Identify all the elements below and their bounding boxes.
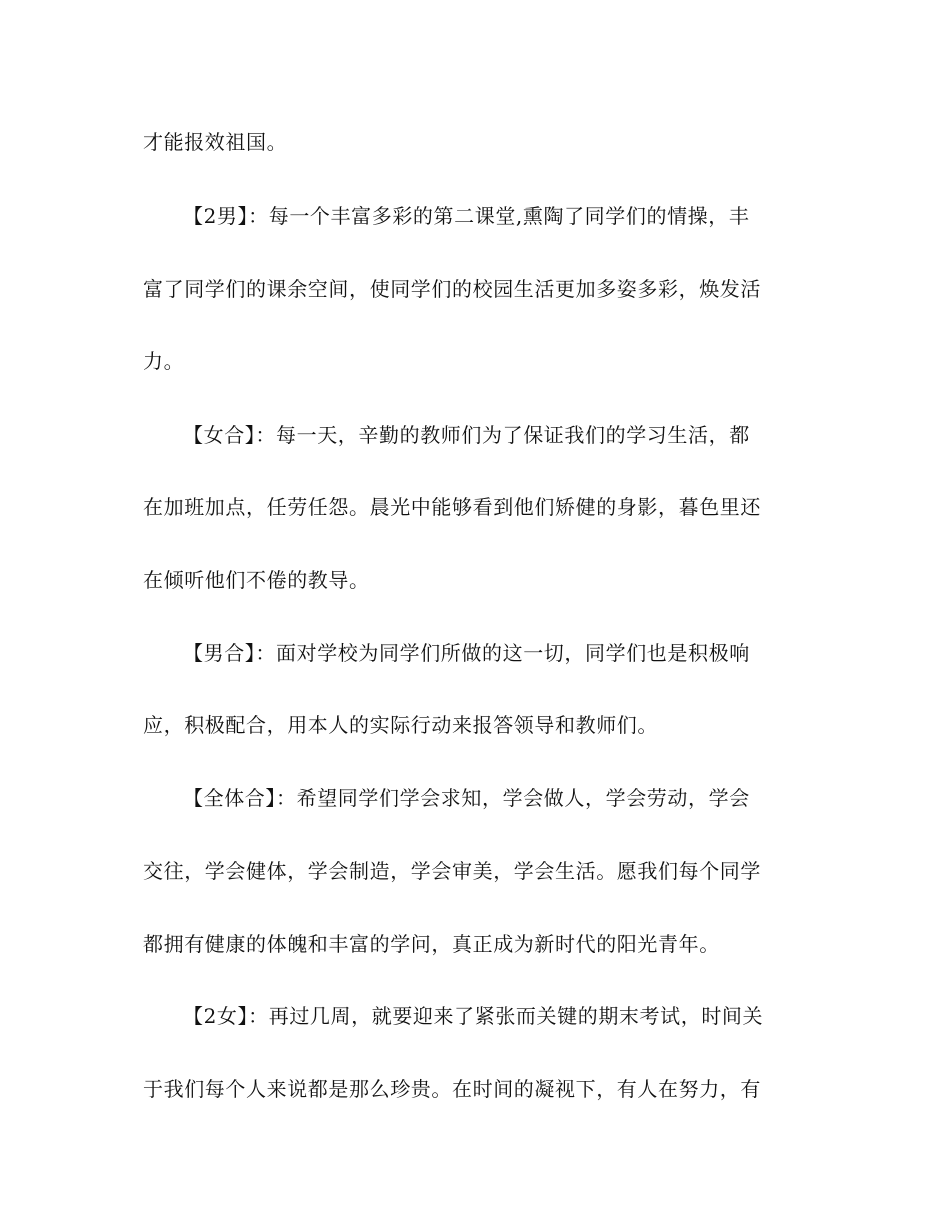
text-line-8: 【男合】：面对学校为同学们所做的这一切，同学们也是积极响 [183, 641, 750, 665]
text-line-11: 交往，学会健体，学会制造，学会审美，学会生活。愿我们每个同学 [143, 859, 761, 883]
text-line-9: 应，积极配合，用本人的实际行动来报答领导和教师们。 [143, 713, 658, 737]
text-line-4: 力。 [143, 349, 185, 373]
text-line-14: 于我们每个人来说都是那么珍贵。在时间的凝视下，有人在努力，有 [143, 1077, 761, 1101]
text-line-7: 在倾听他们不倦的教导。 [143, 568, 370, 592]
text-line-2: 【2男】：每一个丰富多彩的第二课堂,熏陶了同学们的情操，丰 [183, 204, 750, 228]
text-line-12: 都拥有健康的体魄和丰富的学问，真正成为新时代的阳光青年。 [143, 932, 720, 956]
text-line-3: 富了同学们的课余空间，使同学们的校园生活更加多姿多彩，焕发活 [143, 277, 761, 301]
text-line-1: 才能报效祖国。 [143, 130, 288, 154]
text-line-13: 【2女】：再过几周，就要迎来了紧张而关键的期末考试，时间关 [183, 1004, 764, 1028]
text-line-6: 在加班加点，任劳任怨。晨光中能够看到他们矫健的身影，暮色里还 [143, 495, 761, 519]
text-line-5: 【女合】：每一天，辛勤的教师们为了保证我们的学习生活，都 [183, 423, 750, 447]
text-line-10: 【全体合】：希望同学们学会求知，学会做人，学会劳动，学会 [183, 786, 750, 810]
